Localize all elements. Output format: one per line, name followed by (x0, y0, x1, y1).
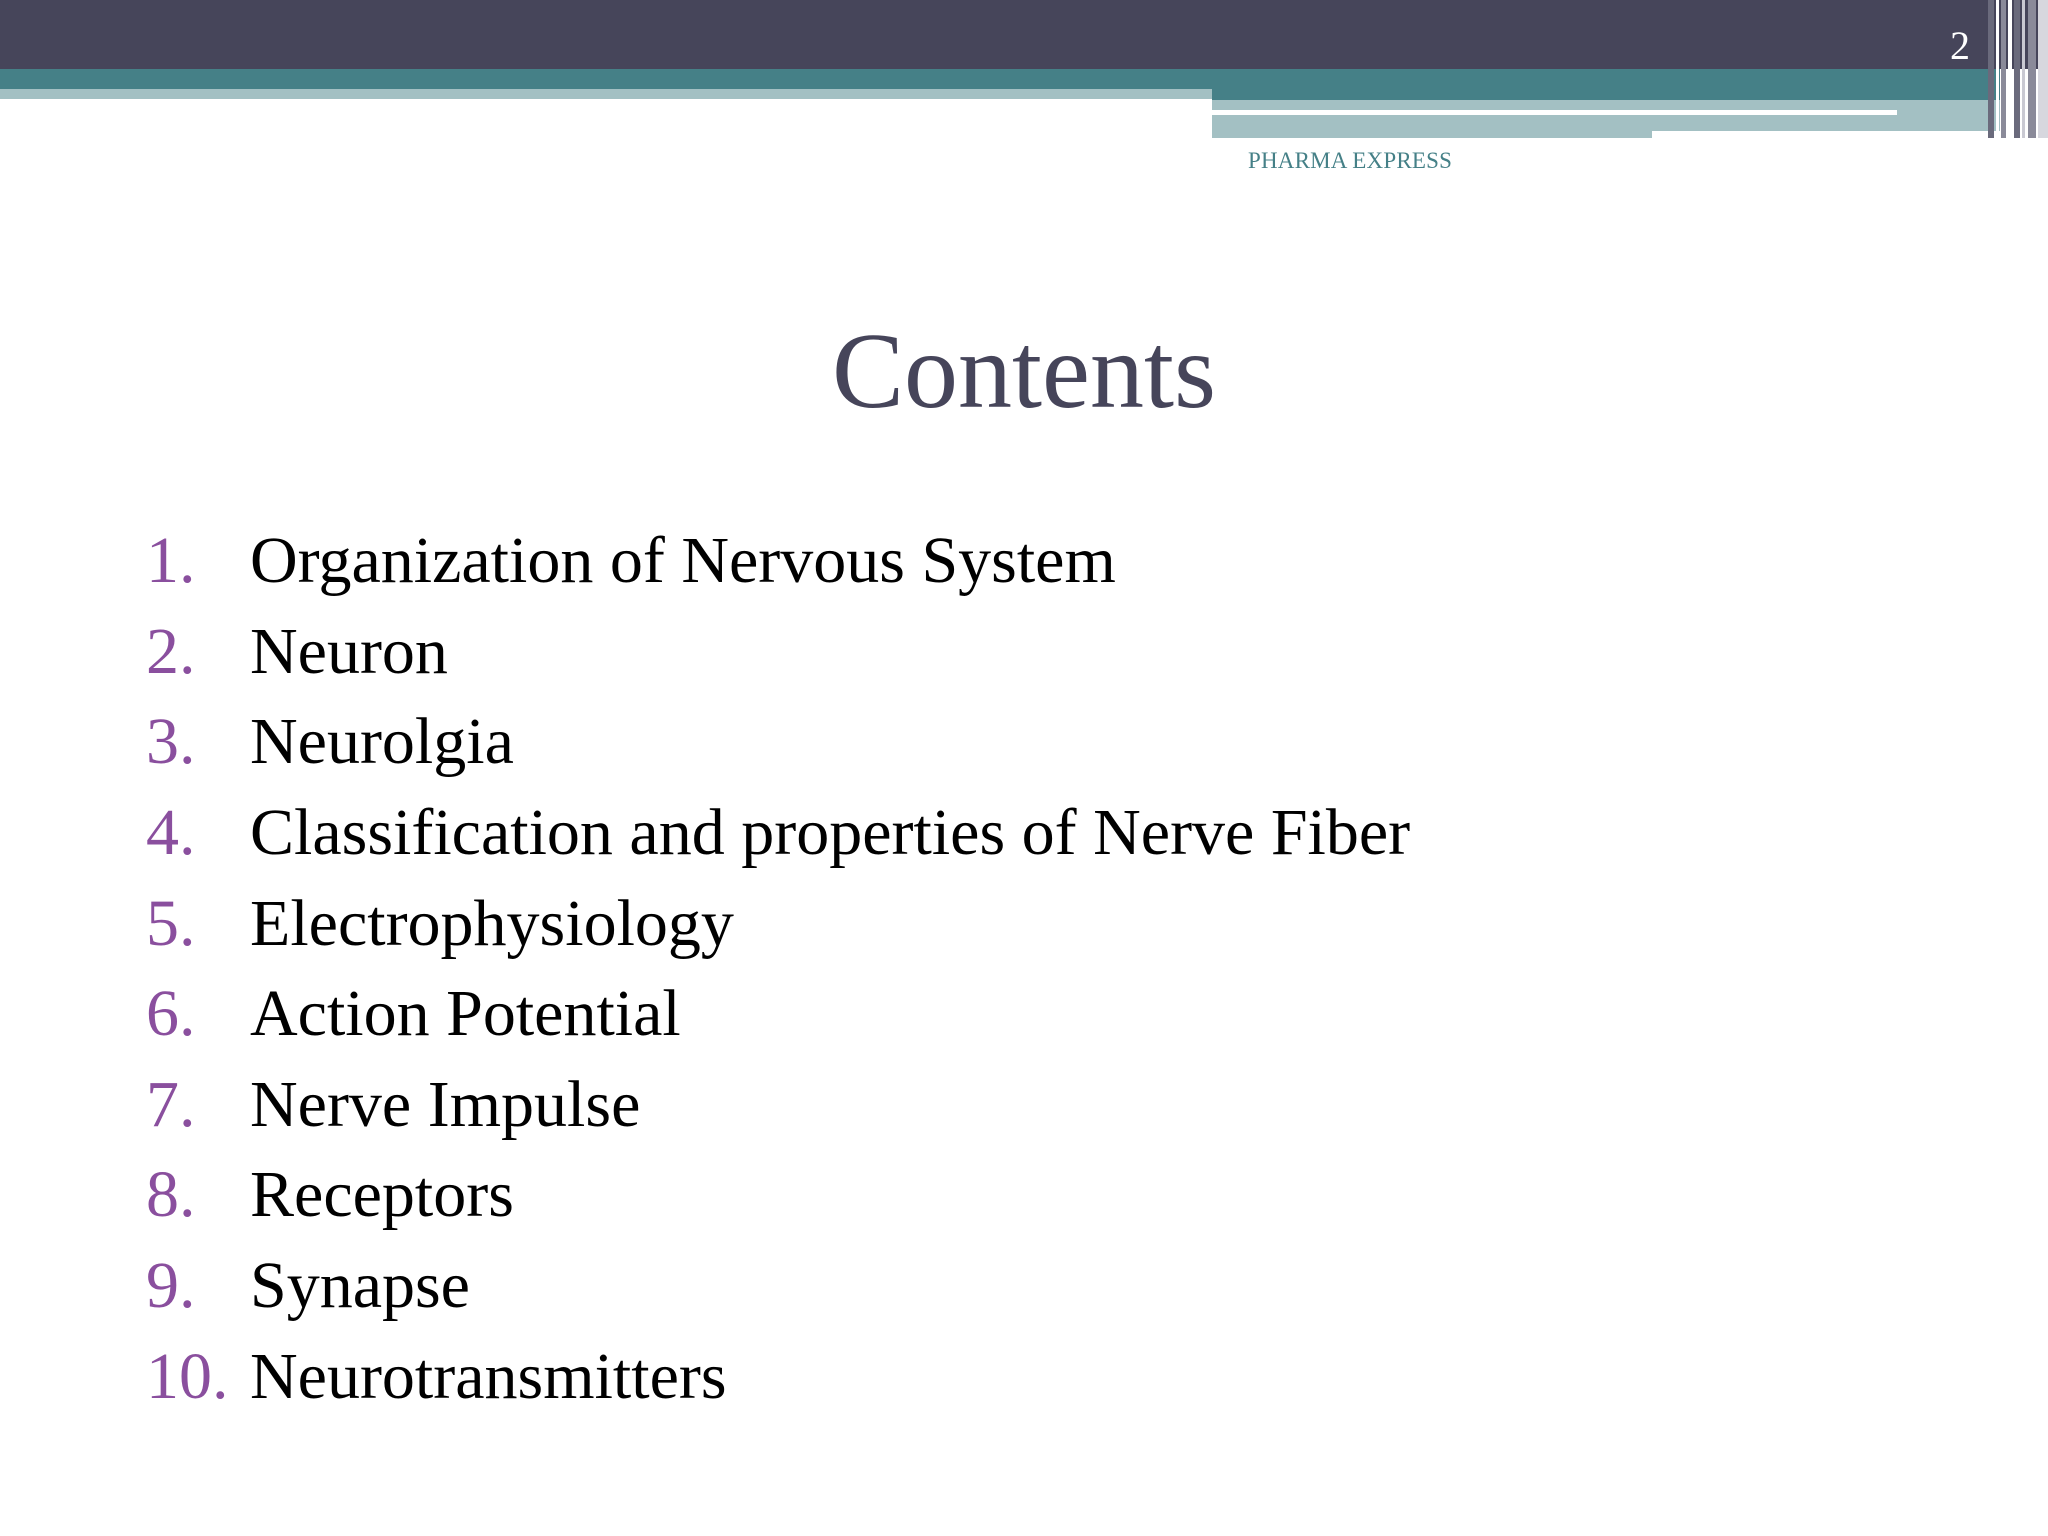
list-item-number: 6. (146, 977, 196, 1051)
list-item-number: 2. (146, 614, 196, 688)
contents-list (146, 516, 1410, 1422)
list-item (146, 1060, 1410, 1151)
vertical-bar (2014, 0, 2020, 138)
list-item-text: Classification and properties of Nerve Fiber (250, 796, 1411, 870)
list-item (146, 1241, 1410, 1332)
header-vertical-bars (1988, 0, 2048, 138)
header-light-gap (1897, 100, 2000, 115)
list-item-text: Organization of Nervous System (250, 524, 1116, 598)
header-white-step (1652, 131, 2000, 138)
list-item-text: Electrophysiology (250, 886, 734, 960)
list-item-text: Nerve Impulse (250, 1067, 641, 1141)
list-item (146, 878, 1410, 969)
brand-label: PHARMA EXPRESS (1248, 148, 1453, 173)
vertical-bar (2001, 0, 2006, 138)
list-item (146, 969, 1410, 1060)
vertical-bar (1996, 0, 1999, 138)
vertical-bar (2022, 0, 2025, 138)
list-item (146, 788, 1410, 879)
list-item (146, 607, 1410, 698)
header-light-band-left (0, 89, 1212, 99)
vertical-bar (2008, 0, 2012, 138)
list-item (146, 516, 1410, 607)
list-item-text: Action Potential (250, 977, 681, 1051)
vertical-bar (2038, 0, 2048, 138)
vertical-bar (1988, 0, 1994, 138)
list-item (146, 1150, 1410, 1241)
list-item-text: Receptors (250, 1158, 514, 1232)
page-title: Contents (831, 312, 1216, 431)
list-item-text: Neurolgia (250, 705, 514, 779)
list-item-number: 1. (146, 524, 196, 598)
list-item-number: 5. (146, 886, 196, 960)
vertical-bar (2028, 0, 2036, 138)
list-item-number: 4. (146, 796, 196, 870)
header-teal-band-right (1212, 69, 2000, 100)
list-item (146, 1331, 1410, 1422)
list-item-number: 10. (146, 1339, 229, 1413)
list-item-text: Neuron (250, 614, 448, 688)
header-dark-band (0, 0, 2048, 69)
list-item-text: Neurotransmitters (250, 1339, 727, 1413)
list-item-number: 3. (146, 705, 196, 779)
slide-number: 2 (1950, 23, 1970, 68)
list-item (146, 697, 1410, 788)
list-item-number: 9. (146, 1249, 196, 1323)
list-item-number: 8. (146, 1158, 196, 1232)
list-item-text: Synapse (250, 1249, 470, 1323)
list-item-number: 7. (146, 1067, 196, 1141)
header-teal-band-left (0, 69, 1212, 89)
